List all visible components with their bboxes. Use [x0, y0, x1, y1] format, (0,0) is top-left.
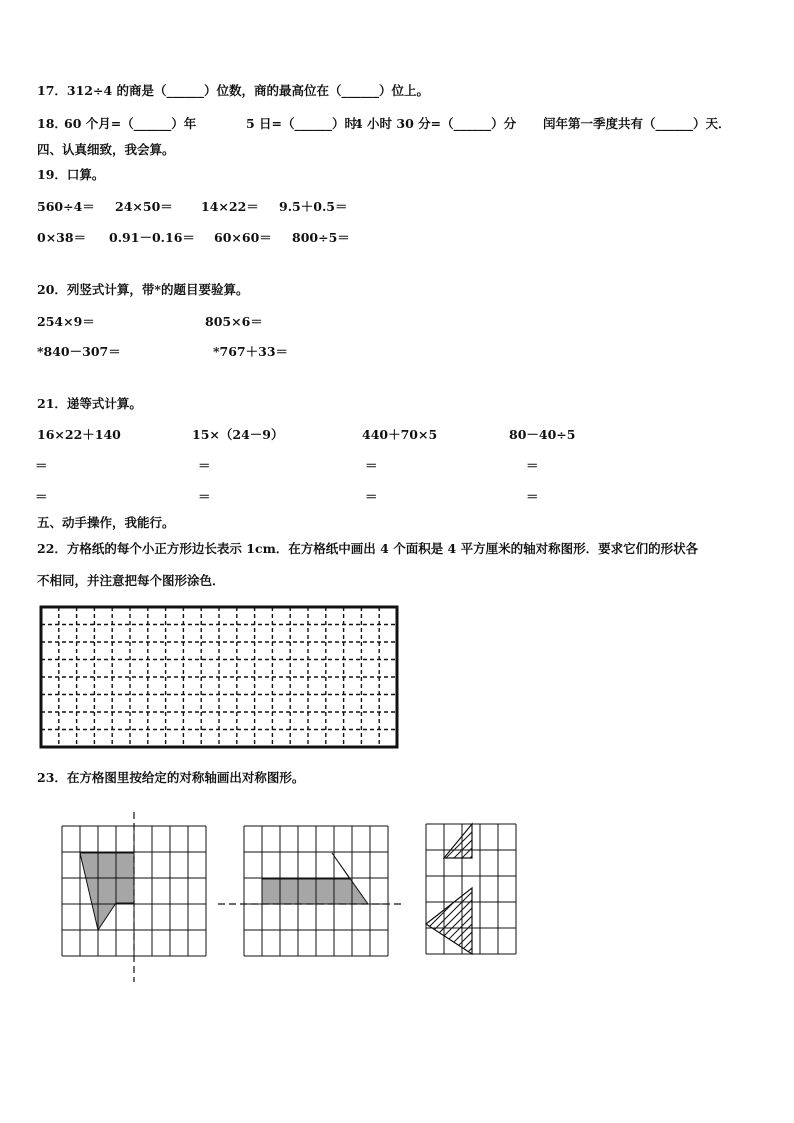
- grid-line: [410, 832, 480, 902]
- q18-number: 18．: [37, 116, 67, 131]
- grid-line: [410, 820, 480, 890]
- figure-3-hatched-shape-bottom: [410, 820, 480, 1034]
- q21-equals: ＝: [198, 489, 211, 504]
- q21-equals: ＝: [198, 458, 211, 473]
- grid-line: [410, 872, 480, 942]
- q19-item: 24×50＝: [115, 199, 173, 214]
- q21-expression: 80－40÷5: [509, 427, 576, 442]
- q19-title: 口算。: [66, 167, 105, 182]
- q22-number: 22．: [37, 541, 67, 556]
- q17-text: 312÷4 的商是（______）位数，商的最高位在（______）位上。: [66, 83, 430, 98]
- q18-part-months: 60 个月=（______）年: [64, 116, 197, 131]
- q20-item: *767＋33＝: [213, 344, 289, 359]
- grid-line: [410, 776, 480, 846]
- grid-line: [410, 964, 480, 1034]
- q21-equals: ＝: [526, 458, 539, 473]
- grid-line: [410, 828, 480, 898]
- figure-3-shape-bottom-outline: [426, 888, 472, 954]
- grid-line: [410, 844, 480, 914]
- q21-expression: 440＋70×5: [362, 427, 438, 442]
- q20-number: 20．: [37, 282, 67, 297]
- q19-item: 560÷4＝: [37, 199, 95, 214]
- grid-line: [410, 940, 480, 1010]
- q23-title: 在方格图里按给定的对称轴画出对称图形。: [66, 770, 305, 785]
- q23-figure-3: [410, 760, 516, 1034]
- q20-item: 254×9＝: [37, 314, 95, 329]
- q21-equals: ＝: [365, 489, 378, 504]
- grid-line: [410, 864, 480, 934]
- q21-equals: ＝: [35, 489, 48, 504]
- q18-part-hours: 4 小时 30 分=（______）分: [354, 116, 517, 131]
- q23-figure-2: [218, 826, 404, 956]
- q19-item: 0×38＝: [37, 230, 87, 245]
- q21-equals: ＝: [365, 458, 378, 473]
- q22-line-2: 不相同，并注意把每个图形涂色．: [37, 573, 225, 588]
- q21-number: 21．: [37, 396, 67, 411]
- q17-number: 17．: [37, 83, 67, 98]
- section-4-heading: 四、认真细致，我会算。: [37, 142, 175, 157]
- grid-line: [410, 856, 480, 926]
- q19-item: 9.5＋0.5＝: [279, 199, 348, 214]
- grid-line: [410, 760, 480, 830]
- q22-text-1: 方格纸的每个小正方形边长表示 1cm．在方格纸中画出 4 个面积是 4 平方厘米的轴对称图形．要求它们的形状各: [66, 541, 699, 556]
- q18-part-days: 5 日=（______）时: [246, 116, 358, 131]
- grid-line: [410, 836, 480, 906]
- q19-item: 0.91－0.16＝: [109, 230, 195, 245]
- figure-1-shaded-shape: [80, 853, 134, 930]
- grid-line: [410, 784, 480, 854]
- grid-line: [410, 948, 480, 1018]
- q19-number: 19．: [37, 167, 67, 182]
- q19-item: 800÷5＝: [292, 230, 350, 245]
- grid-line: [410, 932, 480, 1002]
- q21-expression: 15×（24－9）: [192, 427, 284, 442]
- q21-expression: 16×22＋140: [37, 427, 121, 442]
- q20-item: 805×6＝: [205, 314, 263, 329]
- q18-part-leap-year: 闰年第一季度共有（______）天．: [543, 116, 731, 131]
- q20-title: 列竖式计算，带*的题目要验算。: [66, 282, 249, 297]
- grid-line: [410, 956, 480, 1026]
- q20-item: *840－307＝: [37, 344, 121, 359]
- q23-figure-1: [62, 812, 206, 982]
- q21-equals: ＝: [526, 489, 539, 504]
- q19-item: 60×60＝: [214, 230, 272, 245]
- figure-3-hatched-triangle-top: [410, 760, 480, 950]
- q23-number: 23．: [37, 770, 67, 785]
- q19-item: 14×22＝: [201, 199, 259, 214]
- section-5-heading: 五、动手操作，我能行。: [37, 515, 175, 530]
- grid-line: [410, 824, 480, 894]
- q21-title: 递等式计算。: [66, 396, 142, 411]
- q21-equals: ＝: [35, 458, 48, 473]
